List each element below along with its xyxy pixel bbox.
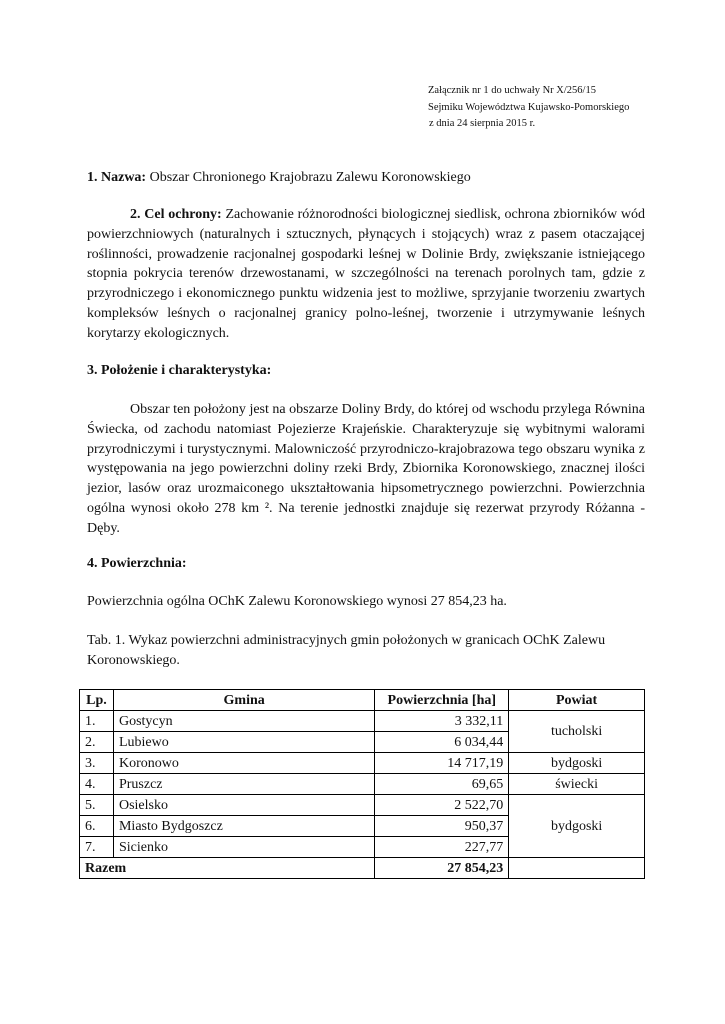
cell-gmina: Sicienko [113,837,374,858]
cell-lp: 6. [80,816,114,837]
section-name [87,168,647,188]
section-area-text: Powierzchnia ogólna OChK Zalewu Koronowskiego wynosi 27 854,23 ha. [87,594,507,609]
total-label: Razem [80,858,375,879]
section-location-heading [87,361,647,381]
header-area: Powierzchnia [ha] [375,690,509,711]
table-row [80,711,645,732]
cell-area: 3 332,11 [375,711,509,732]
cell-gmina: Gostycyn [113,711,374,732]
cell-lp: 4. [80,774,114,795]
cell-lp: 5. [80,795,114,816]
cell-area: 14 717,19 [375,753,509,774]
section-area-heading [87,554,647,574]
section-goal-label: 2. Cel ochrony: [130,207,222,222]
cell-powiat: bydgoski [509,753,645,774]
cell-gmina: Lubiewo [113,732,374,753]
table-total-row [80,858,645,879]
header-line-2: Sejmiku Województwa Kujawsko-Pomorskiego [428,101,630,113]
cell-lp: 2. [80,732,114,753]
cell-gmina: Osielsko [113,795,374,816]
total-empty-cell [509,858,645,879]
cell-lp: 3. [80,753,114,774]
table-row [80,753,645,774]
table-row [80,774,645,795]
cell-area: 69,65 [375,774,509,795]
cell-lp: 7. [80,837,114,858]
section-location-label: 3. Położenie i charakterystyka: [87,363,272,378]
header-line-3: z dnia 24 sierpnia 2015 r. [429,118,536,129]
cell-powiat: świecki [509,774,645,795]
cell-area: 950,37 [375,816,509,837]
table-caption: Tab. 1. Wykaz powierzchni administracyjnych gmin położonych w granicach OChK Zalewu Koronowskiego. [87,633,606,668]
cell-area: 227,77 [375,837,509,858]
cell-lp: 1. [80,711,114,732]
cell-gmina: Koronowo [113,753,374,774]
table-row [80,795,645,816]
cell-powiat: bydgoski [509,795,645,858]
cell-area: 6 034,44 [375,732,509,753]
total-value: 27 854,23 [375,858,509,879]
section-location-paragraph [87,400,645,539]
cell-gmina: Pruszcz [113,774,374,795]
section-name-text: Obszar Chronionego Krajobrazu Zalewu Koronowskiego [149,170,471,185]
header-line-1: Załącznik nr 1 do uchwały Nr X/256/15 [428,85,596,96]
cell-powiat: tucholski [509,711,645,753]
attachment-header [428,83,629,133]
cell-gmina: Miasto Bydgoszcz [113,816,374,837]
header-powiat: Powiat [509,690,645,711]
section-name-label: 1. Nazwa: [87,170,147,185]
section-area-label: 4. Powierzchnia: [87,556,187,571]
section-goal-text: Zachowanie różnorodności biologicznej siedlisk, ochrona zbiorników wód powierzchniowych (naturalnych i sztucznych, płynących i stojących) wraz z pasem otaczającej roślinności, prowadzenie racjonalnej gospodarki leśnej w Dolinie Brdy, zwiększanie istniejącego stopnia pokrycia terenów drzewostanami, w szczególności na terenach porolnych tam, gdzie z przyrodniczego i ekonomicznego punktu widzenia jest to możliwe, sprzyjanie tworzeniu zwartych kompleksów leśnych o racjonalnej granicy polno-leśnej, tworzenie i utrzymywanie leśnych korytarzy ekologicznych. [87,207,646,341]
cell-area: 2 522,70 [375,795,509,816]
section-goal [87,205,645,344]
header-lp: Lp. [80,690,114,711]
table-header-row [80,690,645,711]
municipality-table [79,689,645,879]
section-location-text: Obszar ten położony jest na obszarze Doliny Brdy, do której od wschodu przylega Równina Świecka, od zachodu natomiast Pojezierze Krajeńskie. Charakteryzuje się wybitnymi walorami przyrodniczymi i turystycznymi. Malowniczość przyrodniczo-krajobrazowa tego obszaru wynika z występowania na jego powierzchni doliny rzeki Brdy, Zbiornika Koronowskiego, znacznej ilości jezior, lasów oraz urozmaiconego ukształtowania hipsometrycznego powierzchni. Powierzchnia ogólna wynosi około 278 km ². Na terenie jednostki znajduje się rezerwat przyrody Różanna - Dęby. [87,402,645,536]
header-gmina: Gmina [113,690,374,711]
